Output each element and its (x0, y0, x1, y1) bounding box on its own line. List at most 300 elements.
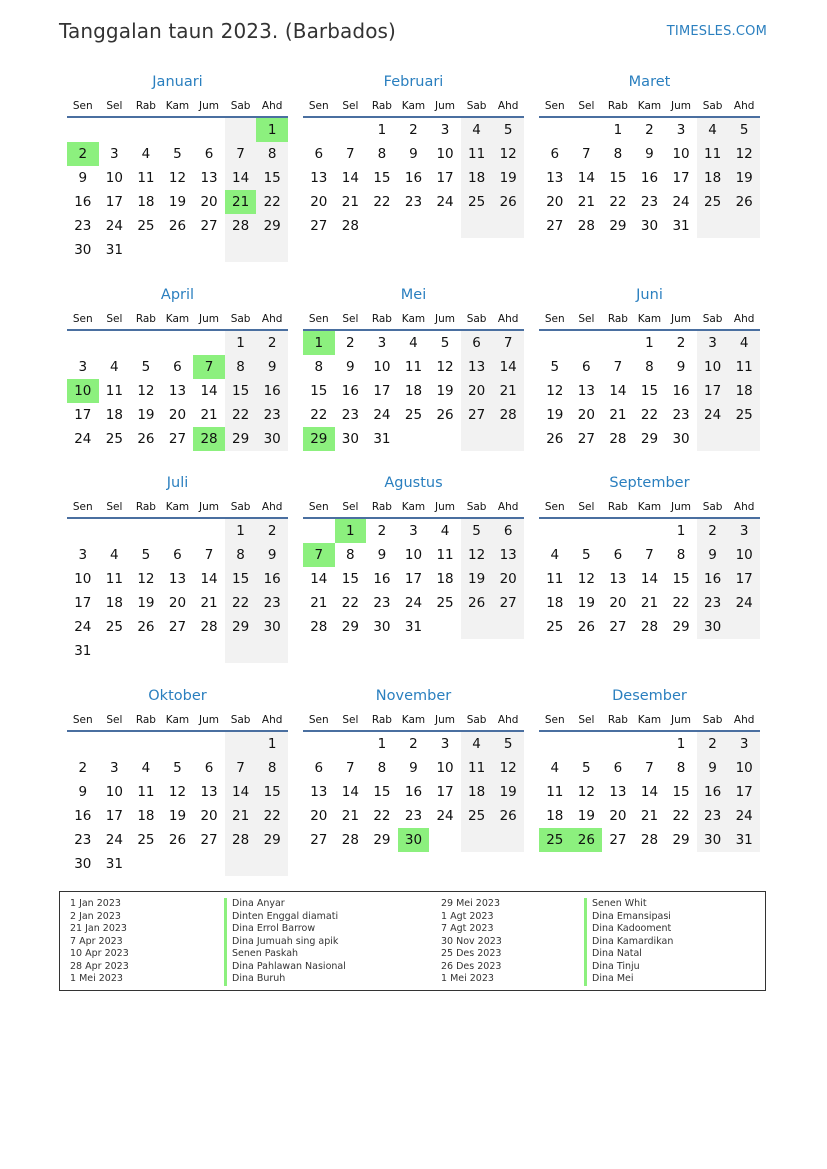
day-cell[interactable]: 6 (204, 760, 214, 776)
day-cell[interactable]: 26 (577, 619, 595, 635)
day-cell[interactable]: 30 (341, 431, 359, 447)
day-cell[interactable]: 15 (672, 571, 690, 587)
day-cell[interactable]: 3 (409, 523, 418, 539)
day-cell[interactable]: 17 (105, 808, 123, 824)
day-cell[interactable]: 30 (74, 856, 92, 872)
day-cell[interactable]: 17 (436, 170, 454, 186)
day-cell[interactable]: 26 (492, 190, 524, 214)
day-cell[interactable]: 23 (256, 403, 288, 427)
day-cell[interactable]: 22 (672, 595, 690, 611)
day-cell[interactable]: 9 (346, 359, 355, 375)
day-cell[interactable]: 5 (173, 760, 182, 776)
day-cell[interactable]: 26 (492, 804, 524, 828)
day-cell[interactable]: 1 (377, 122, 387, 138)
day-cell[interactable]: 15 (256, 166, 288, 190)
day-cell[interactable]: 12 (577, 784, 595, 800)
day-cell[interactable]: 7 (225, 756, 257, 780)
day-cell[interactable]: 13 (546, 170, 564, 186)
day-cell[interactable]: 9 (256, 543, 288, 567)
day-cell[interactable]: 30 (398, 828, 430, 852)
day-cell[interactable]: 19 (577, 595, 595, 611)
day-cell[interactable]: 29 (672, 619, 690, 635)
day-cell[interactable]: 8 (377, 146, 387, 162)
day-cell[interactable]: 4 (550, 547, 560, 563)
day-cell[interactable]: 12 (728, 142, 760, 166)
day-cell[interactable]: 3 (78, 359, 88, 375)
day-cell[interactable]: 20 (200, 808, 218, 824)
day-cell[interactable]: 6 (204, 146, 214, 162)
day-cell[interactable]: 25 (461, 804, 493, 828)
day-cell[interactable]: 21 (225, 190, 257, 214)
day-cell[interactable]: 18 (461, 780, 493, 804)
day-cell[interactable]: 3 (78, 547, 88, 563)
day-cell[interactable]: 23 (404, 194, 423, 210)
day-cell[interactable]: 17 (105, 194, 123, 210)
day-cell[interactable]: 11 (105, 571, 123, 587)
day-cell[interactable]: 21 (341, 194, 359, 210)
day-cell[interactable]: 12 (492, 756, 524, 780)
day-cell[interactable]: 4 (728, 331, 760, 355)
day-cell[interactable]: 21 (640, 808, 659, 824)
day-cell[interactable]: 13 (461, 355, 493, 379)
day-cell[interactable]: 20 (200, 194, 218, 210)
day-cell[interactable]: 11 (546, 571, 564, 587)
day-cell[interactable]: 2 (67, 142, 99, 166)
day-cell[interactable]: 29 (341, 619, 359, 635)
day-cell[interactable]: 7 (492, 331, 524, 355)
day-cell[interactable]: 30 (697, 615, 729, 639)
day-cell[interactable]: 20 (577, 407, 595, 423)
day-cell[interactable]: 14 (492, 355, 524, 379)
day-cell[interactable]: 8 (377, 760, 387, 776)
day-cell[interactable]: 13 (310, 784, 328, 800)
day-cell[interactable]: 29 (256, 828, 288, 852)
day-cell[interactable]: 10 (373, 359, 391, 375)
day-cell[interactable]: 17 (672, 170, 690, 186)
day-cell[interactable]: 18 (137, 194, 155, 210)
day-cell[interactable]: 9 (676, 359, 686, 375)
day-cell[interactable]: 12 (137, 571, 155, 587)
day-cell[interactable]: 3 (697, 331, 729, 355)
day-cell[interactable]: 10 (728, 756, 760, 780)
day-cell[interactable]: 29 (225, 615, 257, 639)
day-cell[interactable]: 3 (110, 146, 119, 162)
day-cell[interactable]: 23 (697, 591, 729, 615)
day-cell[interactable]: 14 (341, 784, 359, 800)
day-cell[interactable]: 12 (168, 784, 187, 800)
day-cell[interactable]: 11 (697, 142, 729, 166)
day-cell[interactable]: 10 (436, 146, 454, 162)
day-cell[interactable]: 31 (373, 431, 391, 447)
day-cell[interactable]: 3 (440, 736, 450, 752)
day-cell[interactable]: 25 (105, 431, 123, 447)
day-cell[interactable]: 24 (436, 808, 454, 824)
day-cell[interactable]: 30 (672, 431, 690, 447)
day-cell[interactable]: 30 (256, 427, 288, 451)
day-cell[interactable]: 17 (697, 379, 729, 403)
day-cell[interactable]: 31 (728, 828, 760, 852)
day-cell[interactable]: 9 (697, 756, 729, 780)
day-cell[interactable]: 29 (609, 218, 627, 234)
day-cell[interactable]: 8 (314, 359, 324, 375)
day-cell[interactable]: 27 (609, 832, 627, 848)
day-cell[interactable]: 9 (697, 543, 729, 567)
day-cell[interactable]: 1 (377, 736, 387, 752)
day-cell[interactable]: 16 (404, 170, 423, 186)
day-cell[interactable]: 22 (256, 190, 288, 214)
day-cell[interactable]: 29 (256, 214, 288, 238)
day-cell[interactable]: 23 (672, 407, 690, 423)
day-cell[interactable]: 5 (141, 547, 151, 563)
day-cell[interactable]: 20 (310, 808, 328, 824)
day-cell[interactable]: 26 (137, 431, 155, 447)
day-cell[interactable]: 11 (137, 170, 155, 186)
day-cell[interactable]: 1 (613, 122, 623, 138)
day-cell[interactable]: 16 (640, 170, 659, 186)
day-cell[interactable]: 8 (676, 547, 686, 563)
day-cell[interactable]: 16 (697, 567, 729, 591)
day-cell[interactable]: 18 (697, 166, 729, 190)
day-cell[interactable]: 15 (225, 379, 257, 403)
day-cell[interactable]: 16 (74, 808, 92, 824)
day-cell[interactable]: 28 (310, 619, 328, 635)
day-cell[interactable]: 13 (310, 170, 328, 186)
day-cell[interactable]: 19 (168, 808, 187, 824)
day-cell[interactable]: 26 (571, 828, 603, 852)
day-cell[interactable]: 2 (256, 519, 288, 543)
day-cell[interactable]: 8 (256, 756, 288, 780)
day-cell[interactable]: 4 (440, 523, 450, 539)
day-cell[interactable]: 14 (200, 571, 218, 587)
day-cell[interactable]: 22 (373, 194, 391, 210)
day-cell[interactable]: 30 (640, 218, 659, 234)
day-cell[interactable]: 22 (672, 808, 690, 824)
day-cell[interactable]: 30 (256, 615, 288, 639)
day-cell[interactable]: 25 (137, 218, 155, 234)
day-cell[interactable]: 18 (404, 383, 423, 399)
day-cell[interactable]: 8 (676, 760, 686, 776)
day-cell[interactable]: 13 (168, 571, 187, 587)
day-cell[interactable]: 7 (204, 547, 214, 563)
day-cell[interactable]: 24 (697, 403, 729, 427)
day-cell[interactable]: 1 (225, 519, 257, 543)
day-cell[interactable]: 17 (436, 784, 454, 800)
day-cell[interactable]: 5 (440, 335, 450, 351)
day-cell[interactable]: 3 (728, 732, 760, 756)
day-cell[interactable]: 31 (105, 242, 123, 258)
day-cell[interactable]: 24 (404, 595, 423, 611)
day-cell[interactable]: 4 (461, 118, 493, 142)
day-cell[interactable]: 7 (582, 146, 591, 162)
day-cell[interactable]: 19 (168, 194, 187, 210)
day-cell[interactable]: 22 (341, 595, 359, 611)
day-cell[interactable]: 26 (461, 591, 493, 615)
day-cell[interactable]: 11 (436, 547, 454, 563)
day-cell[interactable]: 15 (672, 784, 690, 800)
day-cell[interactable]: 6 (173, 547, 182, 563)
day-cell[interactable]: 19 (492, 780, 524, 804)
day-cell[interactable]: 25 (404, 407, 423, 423)
day-cell[interactable]: 5 (582, 760, 591, 776)
day-cell[interactable]: 21 (609, 407, 627, 423)
day-cell[interactable]: 22 (609, 194, 627, 210)
day-cell[interactable]: 26 (137, 619, 155, 635)
day-cell[interactable]: 5 (582, 547, 591, 563)
day-cell[interactable]: 26 (728, 190, 760, 214)
day-cell[interactable]: 28 (225, 214, 257, 238)
day-cell[interactable]: 4 (461, 732, 493, 756)
day-cell[interactable]: 18 (728, 379, 760, 403)
day-cell[interactable]: 6 (582, 359, 591, 375)
day-cell[interactable]: 5 (173, 146, 182, 162)
day-cell[interactable]: 28 (609, 431, 627, 447)
day-cell[interactable]: 12 (492, 142, 524, 166)
day-cell[interactable]: 6 (492, 519, 524, 543)
day-cell[interactable]: 19 (577, 808, 595, 824)
day-cell[interactable]: 23 (373, 595, 391, 611)
day-cell[interactable]: 11 (404, 359, 423, 375)
day-cell[interactable]: 31 (74, 643, 92, 659)
day-cell[interactable]: 15 (640, 383, 659, 399)
day-cell[interactable]: 14 (609, 383, 627, 399)
day-cell[interactable]: 21 (640, 595, 659, 611)
day-cell[interactable]: 22 (256, 804, 288, 828)
day-cell[interactable]: 24 (105, 832, 123, 848)
day-cell[interactable]: 28 (341, 832, 359, 848)
day-cell[interactable]: 8 (346, 547, 355, 563)
day-cell[interactable]: 7 (225, 142, 257, 166)
day-cell[interactable]: 16 (256, 379, 288, 403)
day-cell[interactable]: 10 (404, 547, 423, 563)
day-cell[interactable]: 9 (256, 355, 288, 379)
day-cell[interactable]: 8 (645, 359, 654, 375)
day-cell[interactable]: 28 (640, 832, 659, 848)
day-cell[interactable]: 5 (461, 519, 493, 543)
day-cell[interactable]: 15 (310, 383, 328, 399)
day-cell[interactable]: 22 (373, 808, 391, 824)
day-cell[interactable]: 5 (728, 118, 760, 142)
day-cell[interactable]: 12 (546, 383, 564, 399)
day-cell[interactable]: 18 (105, 407, 123, 423)
day-cell[interactable]: 27 (546, 218, 564, 234)
day-cell[interactable]: 23 (404, 808, 423, 824)
day-cell[interactable]: 14 (640, 571, 659, 587)
day-cell[interactable]: 18 (461, 166, 493, 190)
day-cell[interactable]: 16 (672, 383, 690, 399)
day-cell[interactable]: 6 (550, 146, 560, 162)
day-cell[interactable]: 28 (193, 427, 225, 451)
day-cell[interactable]: 10 (74, 571, 92, 587)
day-cell[interactable]: 2 (697, 732, 729, 756)
day-cell[interactable]: 16 (373, 571, 391, 587)
day-cell[interactable]: 7 (193, 355, 225, 379)
day-cell[interactable]: 1 (225, 331, 257, 355)
day-cell[interactable]: 13 (200, 784, 218, 800)
day-cell[interactable]: 24 (728, 804, 760, 828)
day-cell[interactable]: 14 (225, 166, 257, 190)
day-cell[interactable]: 6 (314, 760, 324, 776)
day-cell[interactable]: 1 (335, 519, 367, 543)
day-cell[interactable]: 5 (141, 359, 151, 375)
day-cell[interactable]: 11 (137, 784, 155, 800)
day-cell[interactable]: 13 (492, 543, 524, 567)
day-cell[interactable]: 13 (168, 383, 187, 399)
day-cell[interactable]: 10 (436, 760, 454, 776)
day-cell[interactable]: 17 (74, 595, 92, 611)
day-cell[interactable]: 20 (546, 194, 564, 210)
day-cell[interactable]: 24 (436, 194, 454, 210)
day-cell[interactable]: 17 (404, 571, 423, 587)
day-cell[interactable]: 20 (168, 595, 187, 611)
day-cell[interactable]: 7 (613, 359, 623, 375)
day-cell[interactable]: 30 (74, 242, 92, 258)
day-cell[interactable]: 5 (550, 359, 560, 375)
day-cell[interactable]: 15 (225, 567, 257, 591)
day-cell[interactable]: 20 (310, 194, 328, 210)
day-cell[interactable]: 16 (256, 567, 288, 591)
day-cell[interactable]: 25 (539, 828, 571, 852)
day-cell[interactable]: 18 (546, 595, 564, 611)
day-cell[interactable]: 1 (676, 736, 686, 752)
day-cell[interactable]: 12 (577, 571, 595, 587)
day-cell[interactable]: 26 (546, 431, 564, 447)
day-cell[interactable]: 29 (373, 832, 391, 848)
day-cell[interactable]: 4 (550, 760, 560, 776)
day-cell[interactable]: 28 (341, 218, 359, 234)
day-cell[interactable]: 25 (461, 190, 493, 214)
day-cell[interactable]: 17 (74, 407, 92, 423)
day-cell[interactable]: 23 (640, 194, 659, 210)
day-cell[interactable]: 8 (256, 142, 288, 166)
day-cell[interactable]: 20 (609, 595, 627, 611)
day-cell[interactable]: 29 (225, 427, 257, 451)
day-cell[interactable]: 28 (640, 619, 659, 635)
day-cell[interactable]: 21 (225, 804, 257, 828)
day-cell[interactable]: 3 (440, 122, 450, 138)
day-cell[interactable]: 11 (461, 756, 493, 780)
day-cell[interactable]: 19 (546, 407, 564, 423)
day-cell[interactable]: 26 (436, 407, 454, 423)
day-cell[interactable]: 8 (225, 355, 257, 379)
day-cell[interactable]: 21 (341, 808, 359, 824)
day-cell[interactable]: 9 (409, 146, 418, 162)
day-cell[interactable]: 6 (173, 359, 182, 375)
day-cell[interactable]: 19 (492, 166, 524, 190)
day-cell[interactable]: 12 (461, 543, 493, 567)
day-cell[interactable]: 12 (436, 359, 454, 375)
day-cell[interactable]: 13 (609, 571, 627, 587)
day-cell[interactable]: 3 (728, 519, 760, 543)
day-cell[interactable]: 29 (303, 427, 335, 451)
day-cell[interactable]: 18 (137, 808, 155, 824)
day-cell[interactable]: 7 (346, 146, 355, 162)
day-cell[interactable]: 27 (200, 832, 218, 848)
day-cell[interactable]: 10 (697, 355, 729, 379)
day-cell[interactable]: 23 (341, 407, 359, 423)
day-cell[interactable]: 26 (168, 218, 187, 234)
day-cell[interactable]: 10 (105, 784, 123, 800)
day-cell[interactable]: 14 (341, 170, 359, 186)
day-cell[interactable]: 15 (609, 170, 627, 186)
day-cell[interactable]: 1 (645, 335, 654, 351)
day-cell[interactable]: 24 (74, 619, 92, 635)
day-cell[interactable]: 28 (577, 218, 595, 234)
day-cell[interactable]: 24 (728, 591, 760, 615)
day-cell[interactable]: 16 (341, 383, 359, 399)
day-cell[interactable]: 9 (377, 547, 387, 563)
day-cell[interactable]: 21 (577, 194, 595, 210)
day-cell[interactable]: 6 (314, 146, 324, 162)
day-cell[interactable]: 15 (373, 784, 391, 800)
brand-link[interactable]: TIMESLES.COM (666, 24, 767, 39)
day-cell[interactable]: 4 (141, 760, 151, 776)
day-cell[interactable]: 25 (105, 619, 123, 635)
day-cell[interactable]: 25 (137, 832, 155, 848)
day-cell[interactable]: 21 (200, 407, 218, 423)
day-cell[interactable]: 10 (672, 146, 690, 162)
day-cell[interactable]: 1 (256, 118, 288, 142)
day-cell[interactable]: 2 (377, 523, 387, 539)
day-cell[interactable]: 24 (672, 194, 690, 210)
day-cell[interactable]: 2 (346, 335, 355, 351)
day-cell[interactable]: 24 (373, 407, 391, 423)
day-cell[interactable]: 15 (256, 780, 288, 804)
day-cell[interactable]: 16 (74, 194, 92, 210)
day-cell[interactable]: 29 (640, 431, 659, 447)
day-cell[interactable]: 27 (168, 431, 187, 447)
day-cell[interactable]: 23 (74, 218, 92, 234)
day-cell[interactable]: 18 (436, 571, 454, 587)
day-cell[interactable]: 1 (303, 331, 335, 355)
day-cell[interactable]: 27 (168, 619, 187, 635)
day-cell[interactable]: 8 (613, 146, 623, 162)
day-cell[interactable]: 27 (200, 218, 218, 234)
day-cell[interactable]: 22 (310, 407, 328, 423)
day-cell[interactable]: 21 (492, 379, 524, 403)
day-cell[interactable]: 2 (645, 122, 654, 138)
day-cell[interactable]: 20 (461, 379, 493, 403)
day-cell[interactable]: 17 (728, 780, 760, 804)
day-cell[interactable]: 7 (645, 760, 654, 776)
day-cell[interactable]: 6 (461, 331, 493, 355)
day-cell[interactable]: 4 (110, 359, 119, 375)
day-cell[interactable]: 28 (225, 828, 257, 852)
day-cell[interactable]: 9 (409, 760, 418, 776)
day-cell[interactable]: 20 (609, 808, 627, 824)
day-cell[interactable]: 9 (645, 146, 654, 162)
day-cell[interactable]: 27 (310, 832, 328, 848)
day-cell[interactable]: 30 (697, 828, 729, 852)
day-cell[interactable]: 17 (728, 567, 760, 591)
day-cell[interactable]: 22 (640, 407, 659, 423)
day-cell[interactable]: 23 (697, 804, 729, 828)
day-cell[interactable]: 21 (310, 595, 328, 611)
day-cell[interactable]: 7 (346, 760, 355, 776)
day-cell[interactable]: 4 (409, 335, 418, 351)
day-cell[interactable]: 24 (105, 218, 123, 234)
day-cell[interactable]: 28 (492, 403, 524, 427)
day-cell[interactable]: 14 (310, 571, 328, 587)
day-cell[interactable]: 6 (613, 547, 623, 563)
day-cell[interactable]: 30 (373, 619, 391, 635)
day-cell[interactable]: 5 (492, 732, 524, 756)
day-cell[interactable]: 14 (200, 383, 218, 399)
day-cell[interactable]: 25 (728, 403, 760, 427)
day-cell[interactable]: 4 (697, 118, 729, 142)
day-cell[interactable]: 14 (640, 784, 659, 800)
day-cell[interactable]: 5 (492, 118, 524, 142)
day-cell[interactable]: 11 (461, 142, 493, 166)
